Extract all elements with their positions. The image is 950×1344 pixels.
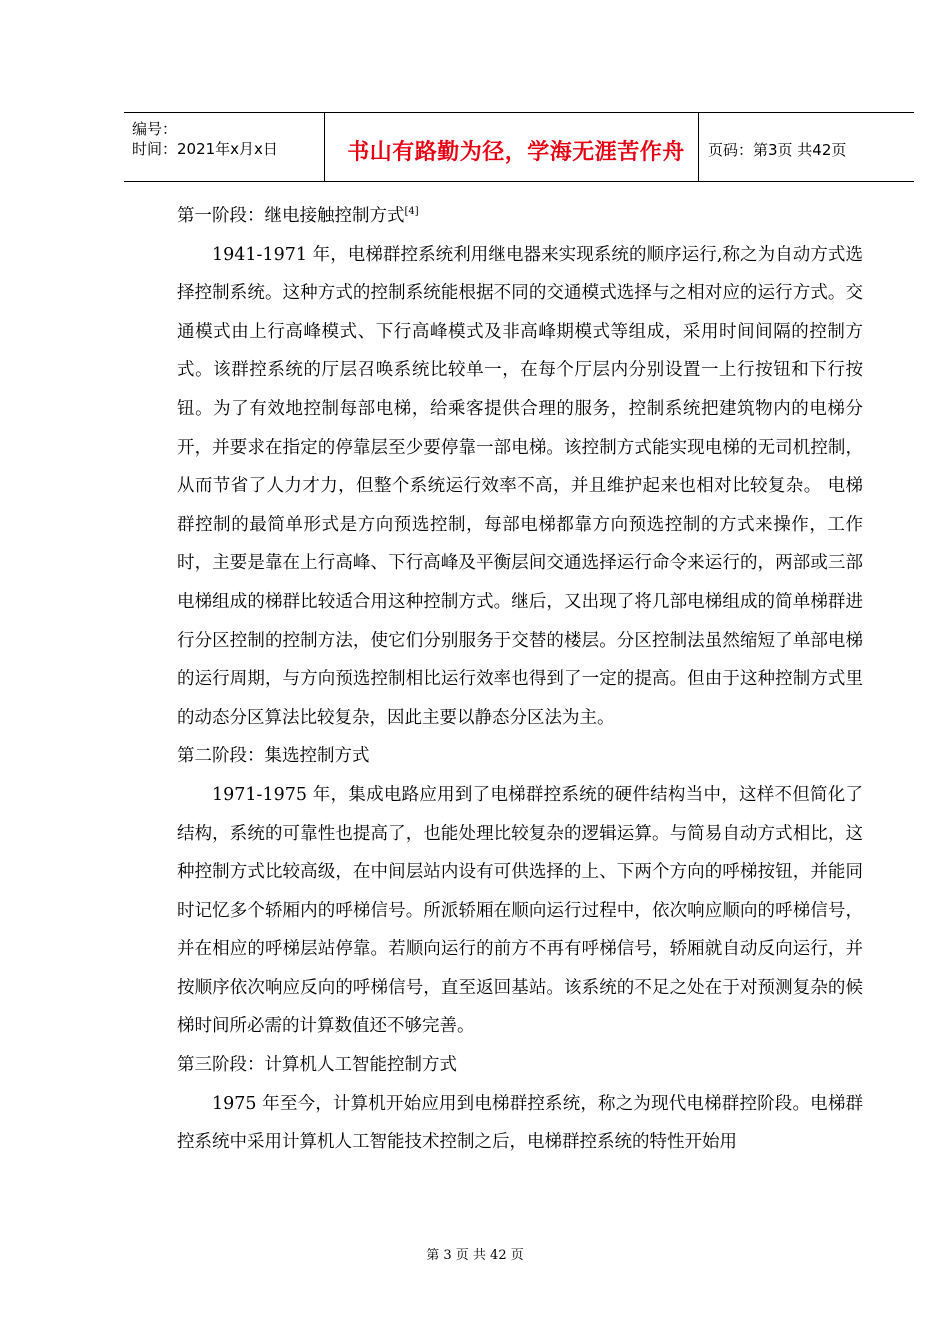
time-label: 时间：2021年x月x日 (132, 140, 278, 158)
header-divider (324, 113, 325, 181)
heading-text: 第一阶段：继电接触控制方式 (177, 206, 405, 226)
body-paragraph: 1975 年至今，计算机开始应用到电梯群控系统，称之为现代电梯群控阶段。电梯群控系统中采用计算机人工智能技术控制之后，电梯群控系统的特性开始用 (177, 1093, 863, 1153)
citation-reference: [4] (404, 206, 419, 218)
serial-number-label: 编号： (132, 120, 178, 138)
section-heading (177, 197, 863, 236)
section-heading: 第三阶段：计算机人工智能控制方式 (177, 1055, 457, 1076)
page-header (124, 112, 914, 182)
body-paragraph: 1941-1971 年，电梯群控系统利用继电器来实现系统的顺序运行,称之为自动方式选择控制系统。这种方式的控制系统能根据不同的交通模式选择与之相对应的运行方式。交通模式由上行高峰模式、下行高峰模式及非高峰期模式等组成，采用时间间隔的控制方式。该群控系统的厅层召唤系统比较单一，在每个厅层内分别设置一上行按钮和下行按钮。为了有效地控制每部电梯，给乘客提供合理的服务，控制系统把建筑物内的电梯分开，并要求在指定的停靠层至少要停靠一部电梯。该控制方式能实现电梯的无司机控制，从而节省了人力才力，但整个系统运行效率不高，并且维护起来也相对比较复杂。 电梯群控制的最简单形式是方向预选控制，每部电梯都靠方向预选控制的方式来操作，工作时，主要是靠在上行高峰、下行高峰及平衡层间交通选择运行命令来运行的，两部或三部电梯组成的梯群比较适合用这种控制方式。继后，又出现了将几部电梯组成的简单梯群进行分区控制的控制方法，使它们分别服务于交替的楼层。分区控制法虽然缩短了单部电梯的运行周期，与方向预选控制相比运行效率也得到了一定的提高。但由于这种控制方式里的动态分区算法比较复杂，因此主要以静态分区法为主。 (177, 244, 863, 728)
header-page-number: 页码：第3页 共42页 (708, 141, 847, 159)
page-footer: 第 3 页 共 42 页 (426, 1248, 524, 1263)
section-heading: 第二阶段：集选控制方式 (177, 746, 370, 767)
header-meta (132, 119, 278, 159)
document-body (177, 197, 863, 1162)
header-motto: 书山有路勤为径，学海无涯苦作舟 (347, 140, 685, 165)
body-paragraph: 1971-1975 年，集成电路应用到了电梯群控系统的硬件结构当中，这样不但简化了结构，系统的可靠性也提高了，也能处理比较复杂的逻辑运算。与简易自动方式相比，这种控制方式比较高级，在中间层站内设有可供选择的上、下两个方向的呼梯按钮，并能同时记忆多个轿厢内的呼梯信号。所派轿厢在顺向运行过程中，依次响应顺向的呼梯信号，并在相应的呼梯层站停靠。若顺向运行的前方不再有呼梯信号，轿厢就自动反向运行，并按顺序依次响应反向的呼梯信号，直至返回基站。该系统的不足之处在于对预测复杂的候梯时间所必需的计算数值还不够完善。 (177, 784, 863, 1037)
header-divider (698, 113, 699, 181)
